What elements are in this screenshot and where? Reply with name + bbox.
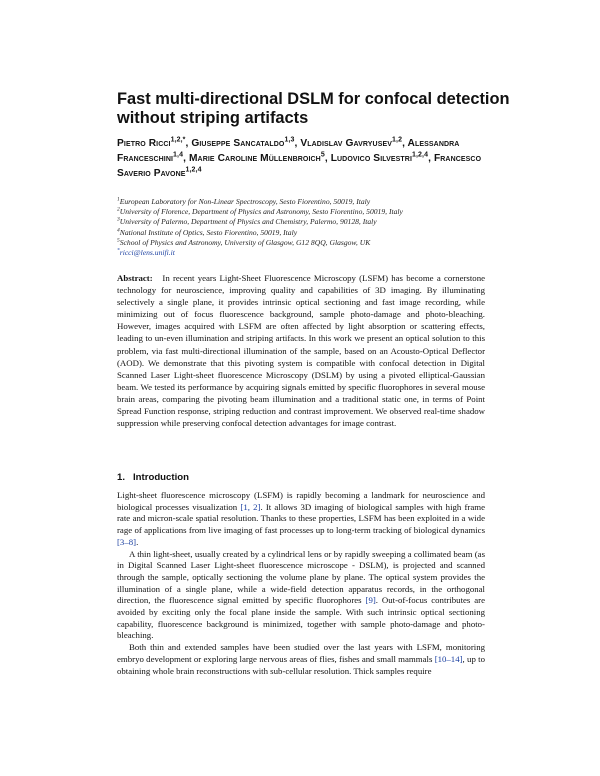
corresponding-email[interactable]: *ricci@lens.unifi.it [117, 247, 175, 258]
paragraph: A thin light-sheet, usually created by a cylindrical lens or by rapidly sweeping a collimated beam (as in Digital Scanned Laser Light-sheet fluorescence microscope - DSLM), is projected and scanned through the sample, optically sectioning the volume plane by plane. The optical system provides the illumination of a single plane, while a wide-field detection apparatus records, in the orthogonal direction, the fluorescence signal emitted by specific fluorophores [9]. Out-of-focus contributes are avoided by exciting only the focal plane inside the sample. With such intrinsic optical sectioning capability, fluorescence background is minimized, together with sample photo-damage and photo-bleaching. [117, 548, 486, 641]
author: Francesco Saverio Pavone$^{1,2,4}$ [117, 153, 482, 179]
author: Alessandra Franceschini$^{1,4}$, [117, 138, 460, 164]
section-heading [117, 472, 189, 483]
author: Ludovico Silvestri$^{1,2,4}$, [330, 151, 434, 164]
abstract [117, 272, 485, 429]
paragraph: Both thin and extended samples have been studied over the last years with LSFM, monitoring embryo development or exploring large nervous areas of flies, fishes and small mammals [10–14], up to obtaining whole brain reconstructions with sub-cellular resolution. Thick samples require [117, 642, 485, 676]
introduction-body [117, 490, 485, 677]
citation-link[interactable]: [10–14] [434, 653, 463, 664]
paragraph: Light-sheet fluorescence microscopy (LSFM) is rapidly becoming a landmark for neuroscience and biological processes visualization [1, 2]. It allows 3D imaging of biological samples with high frame rate and micron-scale spatial resolution. Thanks to these properties, LSFM has been exploited in a wide rage of applications from live imaging of fast processes up to long-term tracking of biological dynamics [3–8]. [117, 490, 485, 547]
abstract-label: Abstract: [117, 273, 153, 283]
author: Marie Caroline Müllenbroich$^5$, [188, 151, 331, 164]
affiliations [117, 197, 507, 258]
paper-title: Fast multi-directional DSLM for confocal detection without striping artifacts [117, 90, 510, 127]
section-title: Introduction [133, 472, 189, 483]
citation-link[interactable]: [9] [365, 595, 376, 606]
affiliation: $^2$University of Florence, Department of Physics and Astronomy, Sesto Fiorentino, 50019, Italy [117, 206, 403, 217]
section-number: 1. [117, 472, 126, 483]
author-list [117, 136, 497, 181]
affiliation: $^1$European Laboratory for Non-Linear Spectroscopy, Sesto Fiorentino, 50019, Italy [117, 196, 371, 206]
affiliation: $^5$School of Physics and Astronomy, University of Glasgow, G12 8QQ, Glasgow, UK [117, 237, 371, 247]
citation-link[interactable]: [3–8] [117, 536, 137, 547]
citation-link[interactable]: [1, 2] [240, 501, 261, 512]
author: Pietro Ricci$^{1,2,*}$, [117, 136, 192, 149]
author: Giuseppe Sancataldo$^{1,3}$, [191, 136, 301, 149]
affiliation: $^4$National Institute of Optics, Sesto Fiorentino, 50019, Italy [117, 227, 298, 237]
author: Vladislav Gavryusev$^{1,2}$, [300, 136, 408, 149]
affiliation: $^3$University of Palermo, Department of Physics and Chemistry, Palermo, 90128, Italy [117, 216, 377, 227]
abstract-text: In recent years Light-Sheet Fluorescence Microscopy (LSFM) has become a cornerstone technology for neuroscience, improving quality and capabilities of 3D imaging. By illuminating selectively a single plane, it provides intrinsic optical sectioning and fast image recording, while minimizing out of focus fluorescence background, sample photo-damage and photo-bleaching. However, images acquired with LSFM are often affected by light absorption or scattering effects, leading to un-even illumination and striping artifacts. In this work we present an optical solution to this problem, via fast multi-directional illumination of the sample, based on an Acousto-Optical Deflector (AOD). We demonstrate that this pivoting system is compatible with confocal detection in Digital Scanned Laser Light-sheet fluorescence Microscopy (DSLM) by using a pivoted elliptical-Gaussian beam. We tested its performance by acquiring signals emitted by specific fluorophores in several mouse brain areas, comparing the pivoting beam illumination and a traditional static one, in terms of Point Spread Function response, striping reduction and contrast improvement. We observed real-time shadow suppression while preserving confocal detection advantages for image contrast. [117, 273, 485, 429]
